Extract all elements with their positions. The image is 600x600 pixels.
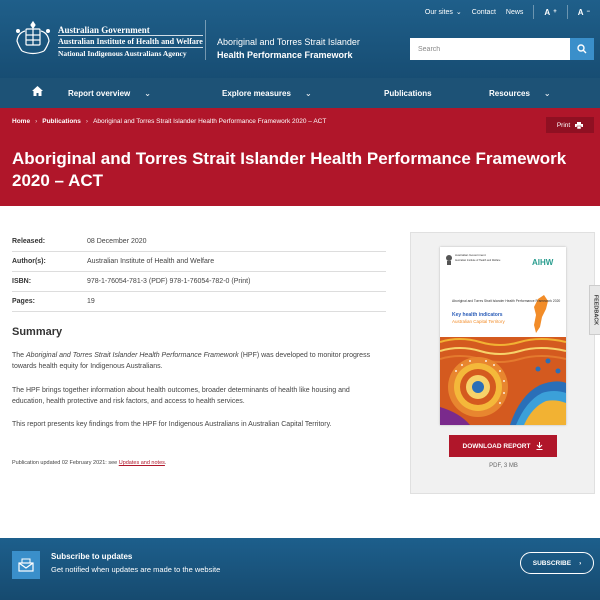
minus-icon: − [586,9,590,15]
search-button[interactable] [570,38,594,60]
government-logo[interactable] [12,18,203,62]
subscribe-label: SUBSCRIBE [532,559,572,567]
search-bar [410,38,594,60]
plus-icon: + [553,9,557,15]
updates-and-notes-link[interactable]: Updates and notes [118,460,165,466]
utility-divider [567,5,568,19]
nav-publications-label: Publications [384,88,432,98]
summary-p1-pre: The [12,352,27,359]
breadcrumb-current: Aboriginal and Torres Strait Islander Health Performance Framework 2020 – ACT [93,118,327,125]
summary-paragraph-3: This report presents key findings from the HPF for Indigenous Australians in Australian Capital Territory. [12,421,332,428]
detail-row-isbn [12,272,386,292]
detail-key: Pages: [12,298,35,305]
report-cover-image[interactable] [440,247,566,425]
chevron-down-icon: ⌄ [304,88,312,98]
subscribe-footer [0,538,600,600]
summary-p1-title: Aboriginal and Torres Strait Islander Health Performance Framework [26,352,239,359]
chevron-down-icon: ⌄ [543,88,551,98]
nav-resources-label: Resources [489,88,530,98]
report-cover-artwork [440,247,566,425]
cover-agency-text: Australian Institute of Health and Welfare [455,259,501,262]
subscribe-button[interactable] [520,552,594,574]
envelope-icon [12,551,40,579]
chevron-down-icon: ⌄ [144,88,151,98]
detail-key: Released: [12,238,46,245]
detail-row-released [12,232,386,252]
subscribe-text: Get notified when updates are made to the website [51,565,221,574]
summary-p1-post: (HPF) was developed to monitor progress towards health equity for Indigenous Australians. [12,352,371,370]
site-title-line-1: Aboriginal and Torres Strait Islander [217,37,360,47]
font-decrease-label: A [577,7,584,17]
breadcrumb-chevron-icon: › [35,118,38,125]
cover-subtitle-1: Key health indicators [452,312,503,318]
update-note-end: . [164,460,167,466]
print-button[interactable] [546,117,594,133]
chevron-right-icon: › [579,559,582,567]
print-label: Print [556,121,571,129]
cover-title: Aboriginal and Torres Strait Islander Health Performance Framework 2020 [452,299,561,303]
download-panel [410,232,595,494]
cover-gov-text: Australian Government [455,253,486,257]
font-increase-label: A [544,7,551,17]
logo-line-aihw: Australian Institute of Health and Welfare [58,37,203,46]
nav-resources[interactable] [489,78,551,108]
nav-explore-measures[interactable] [222,78,312,108]
subscribe-title: Subscribe to updates [51,552,133,561]
summary-paragraph-2: The HPF brings together information about health outcomes, broader determinants of health like housing and education, health protective and risk factors, and access to health services. [12,387,350,405]
our-sites-label: Our sites [424,8,453,16]
detail-value: 978-1-76054-781-3 (PDF) 978-1-76054-782-0 (Print) [87,278,251,285]
detail-key: ISBN: [12,278,32,285]
home-button[interactable] [32,86,43,98]
detail-key: Author(s): [12,258,46,265]
our-sites-dropdown[interactable] [425,8,462,16]
search-input[interactable] [410,38,570,60]
page-banner [0,108,600,206]
pdf-size: PDF, 3 MB [489,463,518,469]
breadcrumb [12,118,326,125]
printer-icon [575,122,583,129]
detail-value: 08 December 2020 [87,238,147,245]
update-note [12,460,166,466]
cover-brand: AIHW [532,258,554,267]
home-icon [32,86,43,96]
utility-bar [425,4,590,20]
summary-heading: Summary [12,326,63,338]
detail-row-authors [12,252,386,272]
feedback-label: FEEDBACK [592,294,598,326]
download-icon [536,442,543,450]
logo-line-niaa: National Indigenous Australians Agency [58,49,187,58]
nav-report-overview[interactable] [68,78,151,108]
breadcrumb-chevron-icon: › [85,118,89,125]
breadcrumb-home[interactable]: Home [12,118,31,125]
download-report-button[interactable] [449,435,557,457]
search-icon [577,44,587,54]
main-navigation [0,78,600,108]
site-title-line-2: Health Performance Framework [217,50,353,60]
summary-paragraph-1 [12,350,378,372]
nav-publications[interactable] [384,78,432,108]
nav-report-overview-label: Report overview [68,88,131,98]
nav-explore-measures-label: Explore measures [222,88,291,98]
font-increase-button[interactable] [544,8,556,17]
cover-subtitle-2: Australian Capital Territory [452,319,505,324]
breadcrumb-publications[interactable]: Publications [42,118,81,125]
news-link[interactable]: News [505,8,524,16]
site-title[interactable] [217,36,360,62]
header-divider [205,20,206,60]
site-header [0,0,600,78]
chevron-down-icon: ⌄ [455,9,462,16]
feedback-tab[interactable] [589,285,600,335]
contact-link[interactable]: Contact [471,8,496,16]
utility-divider [533,5,534,19]
publication-details [12,232,386,312]
update-note-text: Publication updated 02 February 2021: see [12,460,119,466]
font-decrease-button[interactable] [578,8,590,17]
download-report-label: DOWNLOAD REPORT [462,442,531,450]
detail-value: 19 [87,298,95,305]
detail-row-pages [12,292,386,312]
detail-value: Australian Institute of Health and Welfare [87,258,215,265]
page-title: Aboriginal and Torres Strait Islander Health Performance Framework 2020 – ACT [12,149,567,190]
logo-line-government: Australian Government [58,24,203,36]
coat-of-arms-icon [12,18,54,58]
logo-text [58,24,203,60]
